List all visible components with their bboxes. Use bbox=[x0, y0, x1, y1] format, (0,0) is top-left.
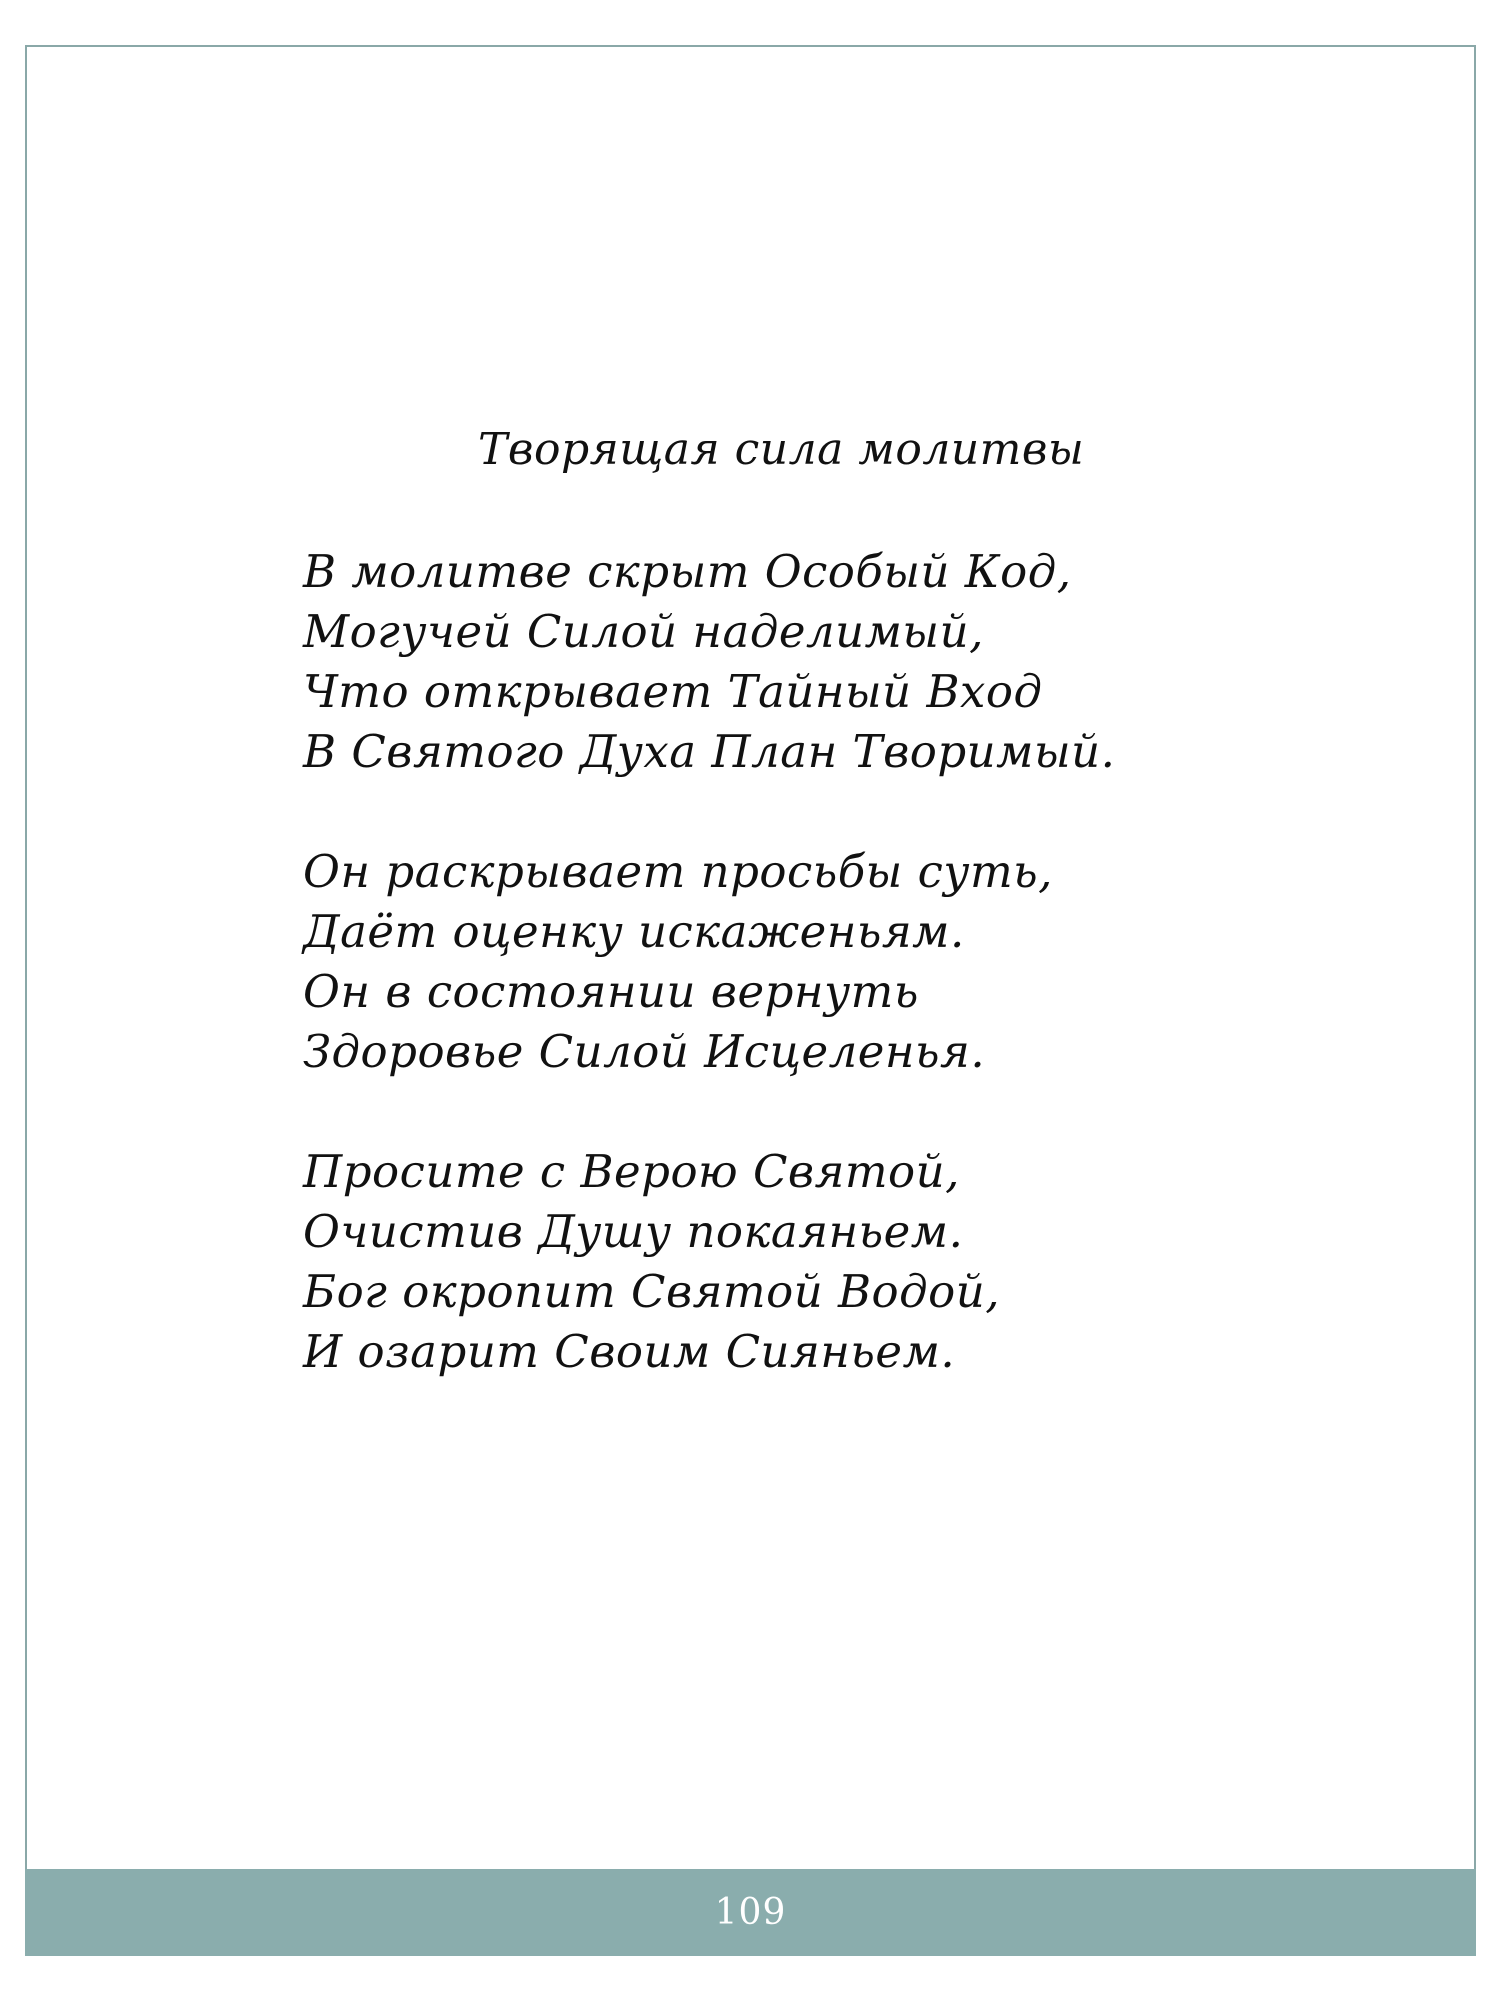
verse-line: Даёт оценку искаженьям. bbox=[303, 905, 965, 958]
verse-line: Что открывает Тайный Вход bbox=[303, 665, 1043, 718]
verse-line: В Святого Духа План Творимый. bbox=[303, 725, 1116, 778]
stanza-2 bbox=[303, 842, 1303, 1082]
verse-line: Здоровье Силой Исцеленья. bbox=[303, 1025, 986, 1078]
footer-bar bbox=[25, 1869, 1476, 1956]
verse-line: Бог окропит Святой Водой, bbox=[303, 1265, 1001, 1318]
page-number: 109 bbox=[714, 1892, 787, 1933]
poem-title: Творящая сила молитвы bbox=[478, 424, 1085, 475]
verse-line: Просите с Верою Святой, bbox=[303, 1145, 960, 1198]
poem bbox=[303, 420, 1303, 1442]
verse-line: Могучей Силой наделимый, bbox=[303, 605, 984, 658]
verse-line: И озарит Своим Сияньем. bbox=[303, 1325, 956, 1378]
stanza-1 bbox=[303, 542, 1303, 782]
verse-line: Он в состоянии вернуть bbox=[303, 965, 919, 1018]
stanza-3 bbox=[303, 1142, 1303, 1382]
verse-line: Очистив Душу покаяньем. bbox=[303, 1205, 964, 1258]
verse-line: В молитве скрыт Особый Код, bbox=[303, 545, 1072, 598]
verse-line: Он раскрывает просьбы суть, bbox=[303, 845, 1053, 898]
